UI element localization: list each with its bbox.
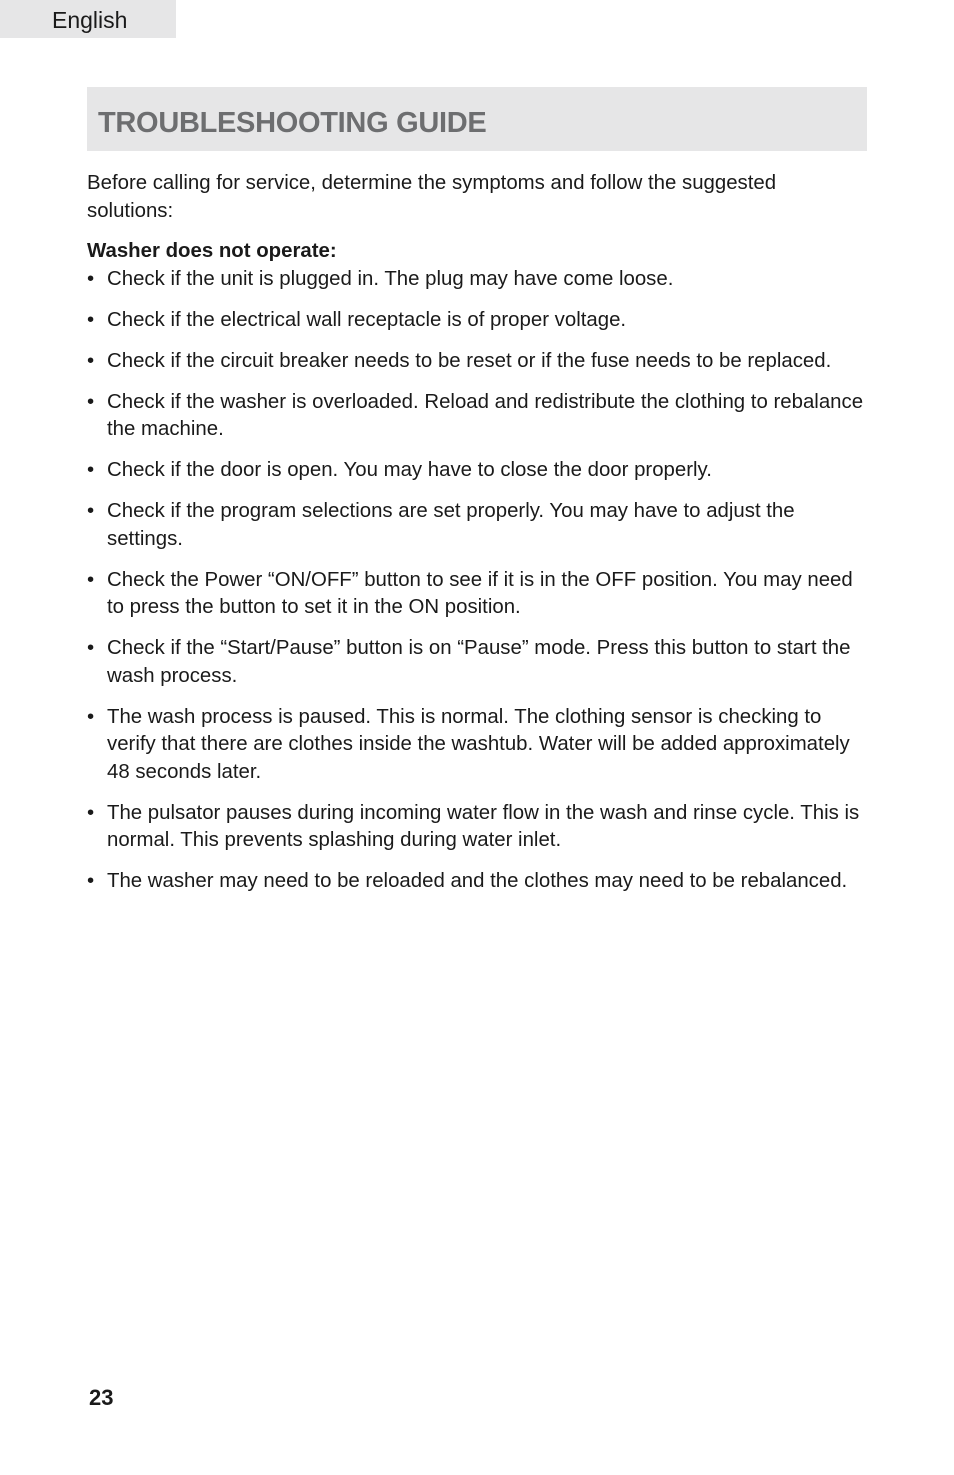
solution-item: • Check if the circuit breaker needs to be reset or if the fuse needs to be replaced. (87, 348, 867, 376)
solution-item: • Check if the washer is overloaded. Reload and redistribute the clothing to rebalance the machine. (87, 389, 867, 444)
solution-item: • The pulsator pauses during incoming water flow in the wash and rinse cycle. This is normal. This prevents splashing during water inlet. (87, 800, 867, 855)
solution-item: • Check if the electrical wall receptacle is of proper voltage. (87, 307, 867, 335)
intro-text: Before calling for service, determine the symptoms and follow the suggested solutions: (87, 172, 777, 222)
solution-item: • Check if the “Start/Pause” button is on “Pause” mode. Press this button to start the wash process. (87, 635, 867, 690)
title-bar (87, 87, 867, 151)
content-area (87, 170, 867, 909)
solution-item: • The wash process is paused. This is normal. The clothing sensor is checking to verify that there are clothes inside the washtub. Water will be added approximately 48 seconds later. (87, 704, 867, 787)
solution-item: • Check the Power “ON/OFF” button to see if it is in the OFF position. You may need to press the button to set it in the ON position. (87, 567, 867, 622)
solution-item: • The washer may need to be reloaded and the clothes may need to be rebalanced. (87, 868, 867, 896)
solution-item: • Check if the program selections are set properly. You may have to adjust the settings. (87, 498, 867, 553)
language-tab: English (0, 0, 176, 38)
solution-list (87, 266, 867, 896)
page-number: 23 (89, 1385, 114, 1410)
page-title: TROUBLESHOOTING GUIDE (98, 107, 487, 139)
solution-item: • Check if the unit is plugged in. The plug may have come loose. (87, 266, 867, 294)
problem-heading: Washer does not operate: (87, 240, 337, 262)
solution-item: • Check if the door is open. You may have to close the door properly. (87, 457, 867, 485)
